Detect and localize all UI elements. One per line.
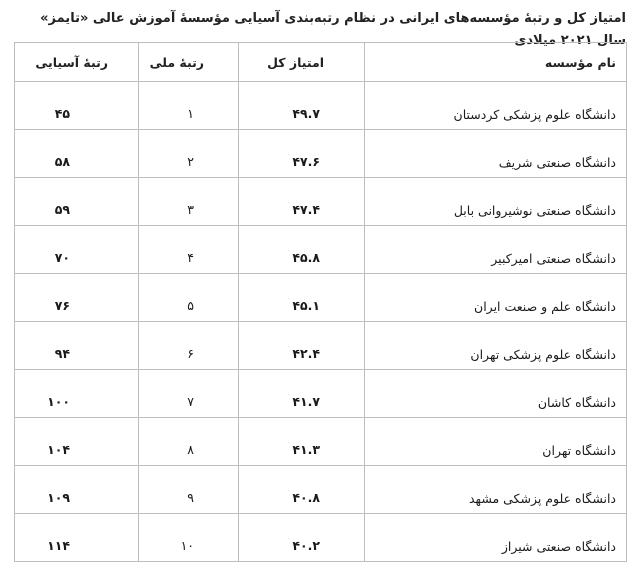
institution-name-cell: دانشگاه علوم پزشکی تهران — [365, 322, 627, 370]
national-rank-cell: ۸ — [139, 418, 239, 466]
table-header-row — [15, 43, 627, 82]
table-row — [15, 370, 627, 418]
national-rank-cell: ۶ — [139, 322, 239, 370]
table-row — [15, 322, 627, 370]
institution-name-cell: دانشگاه صنعتی نوشیروانی بابل — [365, 178, 627, 226]
institution-name-cell: دانشگاه کاشان — [365, 370, 627, 418]
national-rank-cell: ۵ — [139, 274, 239, 322]
asia-rank-cell: ۹۴ — [15, 322, 139, 370]
institution-name-cell: دانشگاه علوم پزشکی کردستان — [365, 82, 627, 130]
institution-name-cell: دانشگاه تهران — [365, 418, 627, 466]
score-cell: ۴۹.۷ — [239, 82, 365, 130]
table-row — [15, 274, 627, 322]
national-rank-cell: ۳ — [139, 178, 239, 226]
asia-rank-cell: ۱۱۴ — [15, 514, 139, 562]
score-cell: ۴۷.۶ — [239, 130, 365, 178]
national-rank-cell: ۱ — [139, 82, 239, 130]
score-cell: ۴۵.۱ — [239, 274, 365, 322]
score-cell: ۴۱.۳ — [239, 418, 365, 466]
asia-rank-cell: ۱۰۹ — [15, 466, 139, 514]
national-rank-cell: ۴ — [139, 226, 239, 274]
column-header-score: امتیاز کل — [239, 43, 365, 82]
score-cell: ۴۰.۸ — [239, 466, 365, 514]
institution-name-cell: دانشگاه صنعتی شریف — [365, 130, 627, 178]
asia-rank-cell: ۱۰۴ — [15, 418, 139, 466]
national-rank-cell: ۲ — [139, 130, 239, 178]
table-row — [15, 82, 627, 130]
page-title: امتیاز کل و رتبهٔ مؤسسه‌های ایرانی در نظام رتبه‌بندی آسیایی مؤسسهٔ آموزش عالی «تایمز» سال ۲۰۲۱ میلادی — [40, 11, 626, 48]
rankings-table — [14, 42, 627, 562]
asia-rank-cell: ۷۶ — [15, 274, 139, 322]
table-row — [15, 226, 627, 274]
score-cell: ۴۱.۷ — [239, 370, 365, 418]
institution-name-cell: دانشگاه صنعتی شیراز — [365, 514, 627, 562]
national-rank-cell: ۱۰ — [139, 514, 239, 562]
table-row — [15, 418, 627, 466]
institution-name-cell: دانشگاه علم و صنعت ایران — [365, 274, 627, 322]
asia-rank-cell: ۵۸ — [15, 130, 139, 178]
table-row — [15, 466, 627, 514]
score-cell: ۴۰.۲ — [239, 514, 365, 562]
national-rank-cell: ۷ — [139, 370, 239, 418]
asia-rank-cell: ۴۵ — [15, 82, 139, 130]
institution-name-cell: دانشگاه صنعتی امیرکبیر — [365, 226, 627, 274]
table-row — [15, 514, 627, 562]
national-rank-cell: ۹ — [139, 466, 239, 514]
asia-rank-cell: ۱۰۰ — [15, 370, 139, 418]
table-row — [15, 178, 627, 226]
asia-rank-cell: ۵۹ — [15, 178, 139, 226]
score-cell: ۴۲.۴ — [239, 322, 365, 370]
table-row — [15, 130, 627, 178]
asia-rank-cell: ۷۰ — [15, 226, 139, 274]
score-cell: ۴۵.۸ — [239, 226, 365, 274]
column-header-asia-rank: رتبهٔ آسیایی — [15, 43, 139, 82]
score-cell: ۴۷.۴ — [239, 178, 365, 226]
column-header-national-rank: رتبهٔ ملی — [139, 43, 239, 82]
column-header-name: نام مؤسسه — [365, 43, 627, 82]
institution-name-cell: دانشگاه علوم پزشکی مشهد — [365, 466, 627, 514]
